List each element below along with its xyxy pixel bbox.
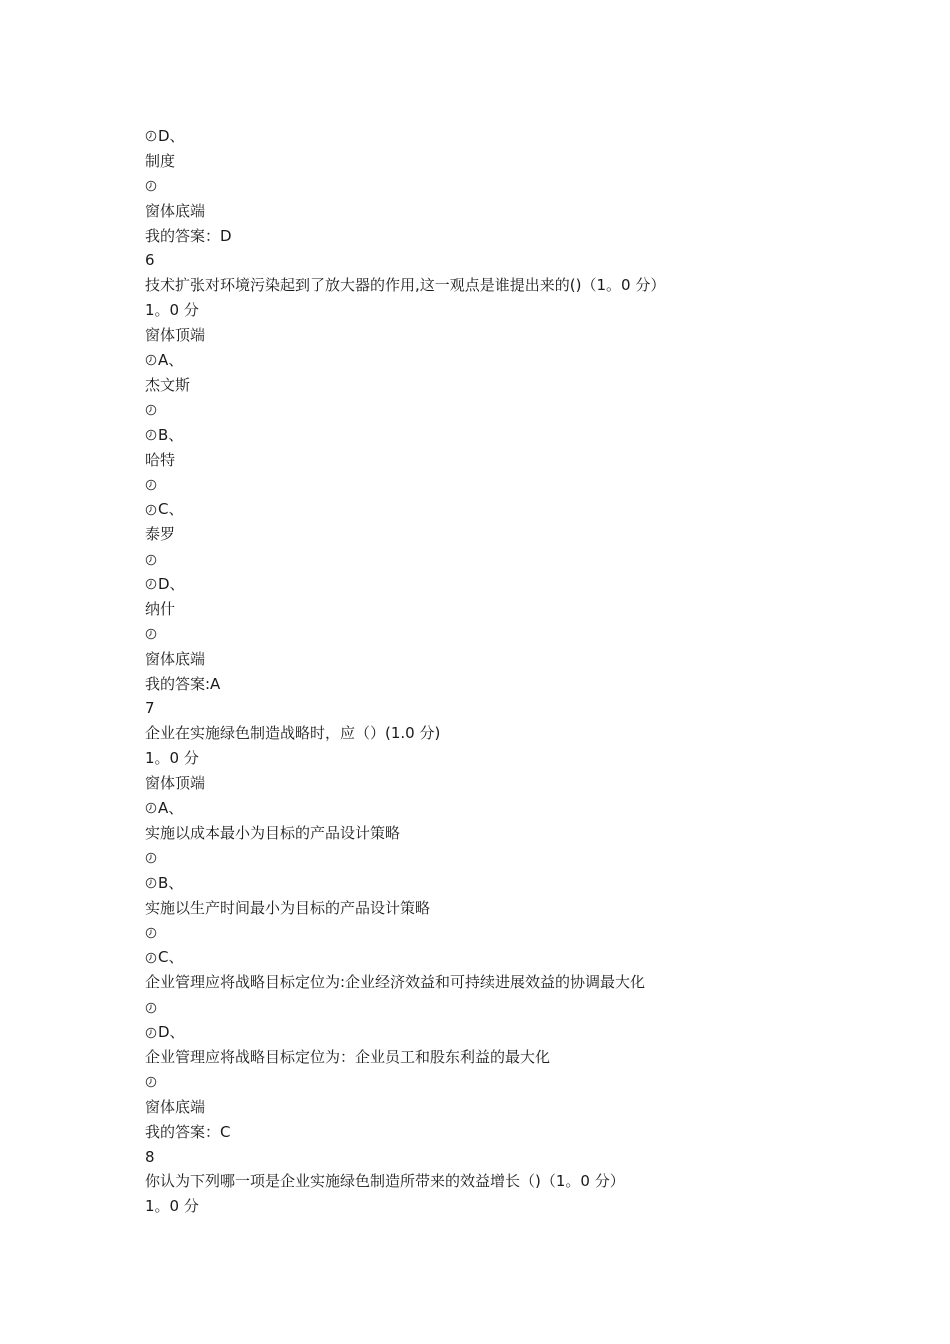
radio-button-icon[interactable] [145,852,157,864]
radio-button-icon[interactable] [145,354,157,366]
option-label-row [145,348,865,373]
option-label-row [145,871,865,896]
text-line: 企业管理应将战略目标定位为：企业员工和股东利益的最大化 [145,1047,551,1066]
option-label-row [145,497,865,522]
text-line: 纳什 [145,599,176,618]
text-line: 制度 [145,151,176,170]
radio-button-icon[interactable] [145,504,157,516]
text-line: 7 [145,699,155,718]
option-letter: D、 [158,575,185,594]
text-line: 技术扩张对环境污染起到了放大器的作用,这一观点是谁提出来的()（1。0 分） [145,276,666,295]
radio-button-icon[interactable] [145,927,157,939]
radio-button-icon[interactable] [145,404,157,416]
text-line: 窗体顶端 [145,774,206,793]
radio-row [145,398,865,423]
radio-row [145,921,865,946]
radio-button-icon[interactable] [145,429,157,441]
radio-button-icon[interactable] [145,1027,157,1039]
option-letter: A、 [158,351,184,370]
document-body [145,124,865,1219]
text-line: 泰罗 [145,525,176,544]
option-letter: B、 [158,425,184,444]
option-letter: C、 [158,500,184,519]
radio-button-icon[interactable] [145,952,157,964]
radio-button-icon[interactable] [145,180,157,192]
option-letter: A、 [158,799,184,818]
option-label-row [145,572,865,597]
option-letter: C、 [158,948,184,967]
text-line: 8 [145,1147,155,1166]
text-line: 窗体底端 [145,1097,206,1116]
text-line: 窗体底端 [145,201,206,220]
option-label-row [145,796,865,821]
text-line: 企业在实施绿色制造战略时，应（）(1.0 分) [145,724,441,743]
text-line: 窗体顶端 [145,326,206,345]
text-line: 实施以生产时间最小为目标的产品设计策略 [145,898,431,917]
radio-button-icon[interactable] [145,628,157,640]
option-label-row [145,1020,865,1045]
radio-button-icon[interactable] [145,1002,157,1014]
text-line: 窗体底端 [145,649,206,668]
radio-row [145,472,865,497]
text-line: 6 [145,251,155,270]
radio-button-icon[interactable] [145,877,157,889]
option-label-row [145,945,865,970]
text-line: 1。0 分 [145,301,199,320]
option-letter: D、 [158,1023,185,1042]
radio-row [145,846,865,871]
radio-button-icon[interactable] [145,130,157,142]
radio-row [145,622,865,647]
option-label-row [145,124,865,149]
radio-button-icon[interactable] [145,578,157,590]
radio-button-icon[interactable] [145,554,157,566]
option-letter: B、 [158,873,184,892]
text-line: 哈特 [145,450,176,469]
text-line: 实施以成本最小为目标的产品设计策略 [145,823,401,842]
text-line: 杰文斯 [145,375,191,394]
text-line: 我的答案：D [145,226,232,245]
text-line: 1。0 分 [145,1197,199,1216]
radio-button-icon[interactable] [145,479,157,491]
text-line: 1。0 分 [145,749,199,768]
radio-row [145,995,865,1020]
text-line: 企业管理应将战略目标定位为:企业经济效益和可持续进展效益的协调最大化 [145,973,646,992]
option-letter: D、 [158,127,185,145]
text-line: 我的答案：C [145,1122,231,1141]
text-line: 你认为下列哪一项是企业实施绿色制造所带来的效益增长（)（1。0 分） [145,1172,625,1191]
text-line: 我的答案:A [145,674,221,693]
radio-row [145,547,865,572]
option-label-row [145,423,865,448]
radio-row [145,1070,865,1095]
radio-button-icon[interactable] [145,802,157,814]
radio-button-icon[interactable] [145,1076,157,1088]
radio-row [145,174,865,199]
